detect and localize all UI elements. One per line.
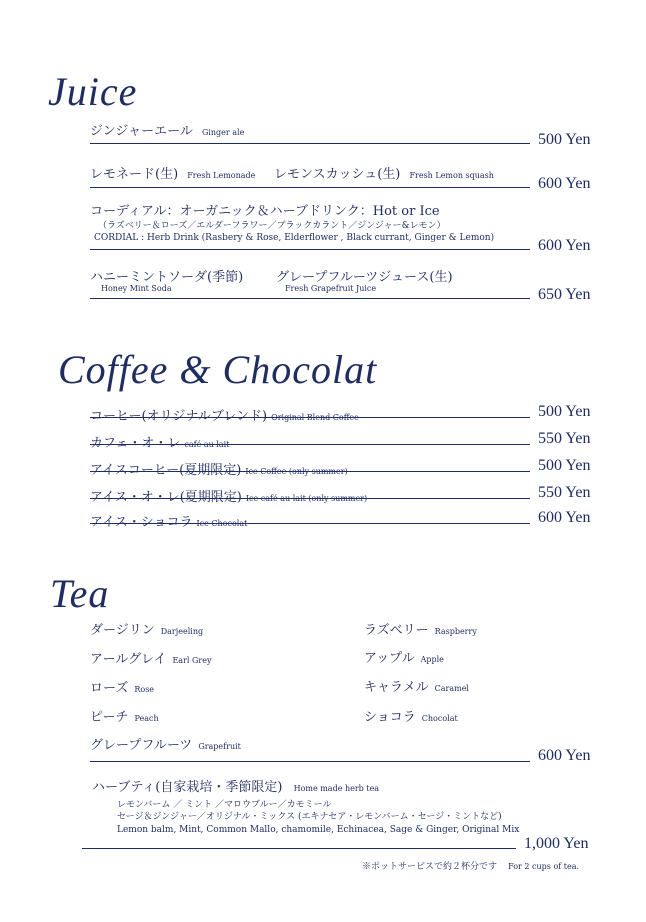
price: 500 Yen	[538, 457, 591, 474]
item-name-en: Fresh Lemonade	[187, 171, 256, 180]
item-name-en: Ice Chocolat	[196, 519, 248, 528]
item-name-en: Home made herb tea	[293, 784, 380, 793]
tea-heading: Tea	[50, 571, 110, 616]
cordial-flavors: （ラズベリー＆ローズ／エルダーフラワー／ブラックカラント／ジンジャー&レモン）	[98, 221, 446, 231]
item-name-ja: レモンスカッシュ(生)	[274, 167, 401, 182]
pot-note-ja: ※ポットサービスで約２杯分です	[362, 862, 498, 872]
leader-line	[90, 761, 530, 762]
cordial-title: コーディアル：オーガニック＆ハーブドリンク：Hot or Ice	[90, 204, 440, 219]
tea-item	[90, 648, 211, 667]
pot-note-en: For 2 cups of tea.	[508, 862, 580, 871]
item-name-en: Apple	[420, 655, 444, 664]
item-name-en: Fresh Lemon squash	[409, 171, 494, 180]
leader-line	[90, 143, 530, 144]
price: 500 Yen	[538, 131, 591, 148]
cordial-en: CORDIAL : Herb Drink (Rasbery & Rose, Elderflower , Black currant, Ginger & Lemon)	[94, 233, 495, 243]
leader-line	[90, 471, 530, 472]
price: 600 Yen	[538, 175, 591, 192]
item-name-ja: ピーチ	[90, 710, 129, 725]
item-name-ja: レモネード(生)	[90, 167, 179, 182]
price: 650 Yen	[538, 286, 591, 303]
price: 600 Yen	[538, 509, 591, 526]
item-name-en: café au lait	[184, 440, 230, 449]
juice-heading: Juice	[48, 69, 138, 114]
item-name-ja: ラズベリー	[364, 623, 429, 638]
herb-tea	[92, 776, 379, 795]
coffee-heading: Coffee & Chocolat	[58, 347, 378, 392]
item-name-ja: ダージリン	[90, 623, 155, 638]
herb-list-ja-2: セージ＆ジンジャー／オリジナル・ミックス (エキナセア・レモンバーム・セージ・ミントなど)	[117, 812, 502, 822]
price: 550 Yen	[538, 484, 591, 501]
leader-line	[90, 187, 530, 188]
item-name-en: Ginger ale	[201, 128, 245, 137]
coffee-item	[90, 432, 229, 451]
leader-line	[90, 298, 530, 299]
item-name-ja: カフェ・オ・レ	[90, 436, 181, 451]
item-name-ja: アップル	[364, 651, 415, 666]
menu-item-lemonade	[90, 163, 255, 182]
price: 1,000 Yen	[524, 835, 589, 852]
coffee-item	[90, 486, 367, 505]
tea-item	[90, 677, 154, 696]
tea-item	[90, 706, 159, 725]
coffee-item	[90, 459, 348, 478]
grapefruit-juice-ja: グレープフルーツジュース(生)	[276, 270, 453, 285]
tea-item	[364, 619, 477, 638]
coffee-item	[90, 405, 359, 424]
mint-soda-ja: ハニーミントソーダ(季節)	[90, 270, 244, 285]
item-name-ja: キャラメル	[364, 680, 429, 695]
price: 600 Yen	[538, 237, 591, 254]
item-name-ja: アイス・オ・レ(夏期限定)	[90, 490, 242, 505]
leader-line	[90, 417, 530, 418]
leader-line	[82, 848, 516, 849]
menu-item-lemon-squash	[274, 163, 494, 182]
item-name-ja: アールグレイ	[90, 652, 167, 667]
item-name-ja: アイスコーヒー(夏期限定)	[90, 463, 242, 478]
item-name-ja: アイス・ショコラ	[90, 515, 193, 530]
tea-item	[364, 676, 469, 695]
item-name-ja: ローズ	[90, 681, 129, 696]
item-name-en: Chocolat	[421, 714, 458, 723]
item-name-en: Original Blend Coffee	[271, 413, 359, 422]
leader-line	[90, 249, 530, 250]
mint-soda-en: Honey Mint Soda	[101, 284, 172, 293]
item-name-ja: ジンジャーエール	[90, 124, 193, 139]
item-name-en: Grapefruit	[198, 742, 241, 751]
grapefruit-juice-en: Fresh Grapefruit Juice	[285, 284, 377, 293]
item-name-en: Peach	[134, 714, 159, 723]
leader-line	[90, 498, 530, 499]
tea-item	[364, 647, 444, 666]
item-name-en: Rose	[134, 685, 155, 694]
pot-note	[362, 854, 579, 873]
coffee-item	[90, 511, 247, 530]
item-name-en: Darjeeling	[160, 627, 204, 636]
item-name-en: Ice café au lait (only summer)	[245, 494, 368, 503]
item-name-en: Caramel	[434, 684, 469, 693]
price: 550 Yen	[538, 430, 591, 447]
item-name-en: Earl Grey	[172, 656, 212, 665]
leader-line	[90, 444, 530, 445]
item-name-ja: コーヒー(オリジナルブレンド)	[90, 409, 268, 424]
item-name-ja: ショコラ	[364, 710, 416, 725]
herb-list-ja-1: レモンバーム ／ ミント ／マロウブルー／カモミール	[117, 800, 332, 810]
price: 600 Yen	[538, 747, 591, 764]
herb-list-en: Lemon balm, Mint, Common Mallo, chamomile, Echinacea, Sage & Ginger, Original Mix	[117, 825, 520, 835]
tea-item	[364, 706, 458, 725]
tea-item	[90, 734, 241, 753]
tea-item	[90, 619, 203, 638]
menu-item-ginger-ale	[90, 120, 244, 139]
leader-line	[90, 523, 530, 524]
item-name-ja: グレープフルーツ	[90, 738, 193, 753]
item-name-en: Raspberry	[434, 627, 477, 636]
price: 500 Yen	[538, 403, 591, 420]
item-name-en: Ice Coffee (only summer)	[245, 467, 348, 476]
item-name-ja: ハーブティ(自家栽培・季節限定)	[92, 780, 283, 795]
